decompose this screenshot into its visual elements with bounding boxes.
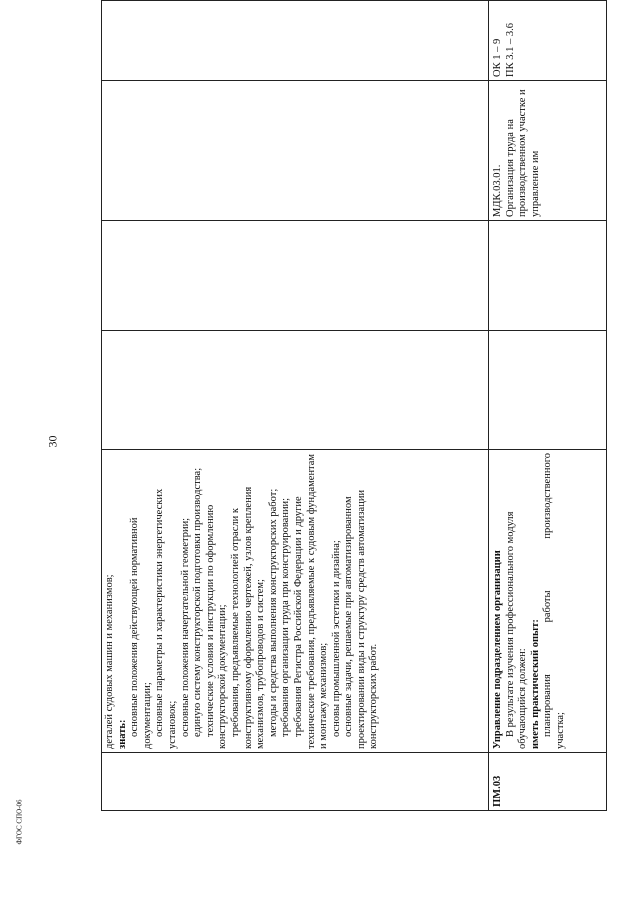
content-line: иметь практический опыт: <box>529 619 541 749</box>
table-border-bottom <box>606 0 607 811</box>
content-line: технические условия и инструкции по оформлению конструкторской документации; <box>204 504 229 749</box>
content-line: Управление подразделением организации <box>492 550 503 749</box>
column-divider <box>101 80 607 81</box>
content-line: основные положения начертательной геометрии; <box>179 517 191 737</box>
discipline-cell <box>492 85 542 217</box>
column-divider <box>101 330 607 331</box>
content-line: знать: <box>116 719 128 749</box>
footer-mark: ФГОС СПО-06 <box>15 799 24 845</box>
discipline-name: Организация труда на производственном участке и управление им <box>504 89 541 217</box>
column-divider <box>101 220 607 221</box>
column-divider <box>101 449 607 450</box>
knowledge-requirements-cell <box>104 453 381 749</box>
module-description-cell <box>492 453 568 749</box>
column-divider <box>101 752 607 753</box>
page-number: 30 <box>45 435 60 448</box>
table-border-top <box>101 0 102 811</box>
content-line: методы и средства выполнения конструкторских работ; <box>267 488 279 737</box>
content-line: основные параметры и характеристики энергетических установок; <box>154 488 178 749</box>
content-line: требования организации труда при конструировании; <box>280 497 292 737</box>
content-line: планирования работы производственного <box>542 453 554 737</box>
module-code: ПМ.03 <box>492 775 503 807</box>
content-line: единую систему конструкторской подготовки производства; <box>192 467 204 737</box>
row-divider <box>488 0 489 811</box>
table-border-left <box>101 810 607 811</box>
competency-general: ОК 1 – 9 <box>492 38 503 77</box>
content-line: основные задачи, решаемые при автоматизированном проектировании виды и структуру средств автоматизации конструкторских работ. <box>343 489 380 749</box>
competency-professional: ПК 3.1 – 3.6 <box>504 23 516 77</box>
content-line: основные положения действующей нормативной документации; <box>129 517 153 749</box>
curriculum-table <box>101 0 607 811</box>
content-line: участка; <box>554 712 566 749</box>
content-line: требования, предъявляемые технологией отрасли к конструктивному оформлению чертежей, узлов крепления механизмов, трубопроводов и систем; <box>229 486 267 749</box>
discipline-code: МДК.03.01. <box>492 164 503 217</box>
content-line: требования Регистра Российской Федерации и другие технические требования, предъявляемые к судовым фундаментам и монтажу механизмов; <box>292 453 330 749</box>
content-line: основы промышленной эстетики и дизайна; <box>330 540 342 737</box>
competencies-cell <box>492 3 517 77</box>
content-line: В результате изучения профессионального модуля обучающийся должен: <box>504 511 529 749</box>
table-border-right <box>101 0 607 1</box>
content-line: деталей судовых машин и механизмов; <box>104 574 115 749</box>
